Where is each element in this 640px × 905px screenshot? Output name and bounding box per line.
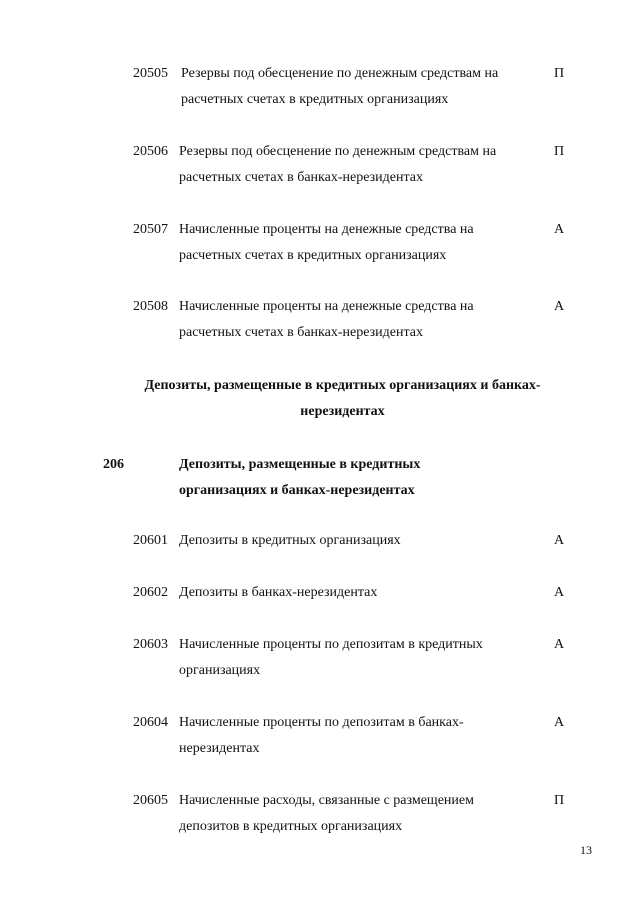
- account-side: П: [554, 66, 565, 81]
- account-side: П: [554, 793, 565, 808]
- account-description: Депозиты в банках-нерезидентах: [179, 585, 378, 600]
- account-code: 20602: [133, 585, 168, 600]
- account-side: А: [554, 715, 565, 730]
- page-number: 13: [580, 843, 592, 857]
- account-side: А: [554, 222, 565, 237]
- account-description: Депозиты в кредитных организациях: [179, 533, 401, 548]
- account-code: 20508: [133, 299, 168, 314]
- second-order-account-code: 206: [103, 457, 124, 472]
- account-side: П: [554, 144, 565, 159]
- account-side: А: [554, 637, 565, 652]
- account-code: 20506: [133, 144, 168, 159]
- account-code: 20603: [133, 637, 168, 652]
- account-description: Начисленные расходы, связанные с размещением депозитов в кредитных организациях: [179, 793, 474, 834]
- second-order-account-description: Депозиты, размещенные в кредитных организациях и банках-нерезидентах: [179, 457, 421, 498]
- account-code: 20507: [133, 222, 168, 237]
- account-description: Начисленные проценты по депозитам в банках-нерезидентах: [179, 715, 464, 756]
- account-code: 20605: [133, 793, 168, 808]
- account-side: А: [554, 533, 565, 548]
- account-code: 20505: [133, 66, 168, 81]
- account-description: Начисленные проценты по депозитам в кредитных организациях: [179, 637, 483, 678]
- account-description: Резервы под обесценение по денежным средствам на расчетных счетах в банках-нерезидентах: [179, 144, 497, 185]
- account-side: А: [554, 585, 565, 600]
- account-side: А: [554, 299, 565, 314]
- account-code: 20604: [133, 715, 168, 730]
- account-description: Начисленные проценты на денежные средства на расчетных счетах в банках-нерезидентах: [179, 299, 474, 340]
- account-description: Начисленные проценты на денежные средства на расчетных счетах в кредитных организациях: [179, 222, 474, 263]
- account-code: 20601: [133, 533, 168, 548]
- section-heading: Депозиты, размещенные в кредитных организациях и банках-нерезидентах: [144, 378, 541, 419]
- account-description: Резервы под обесценение по денежным средствам на расчетных счетах в кредитных организациях: [181, 66, 499, 107]
